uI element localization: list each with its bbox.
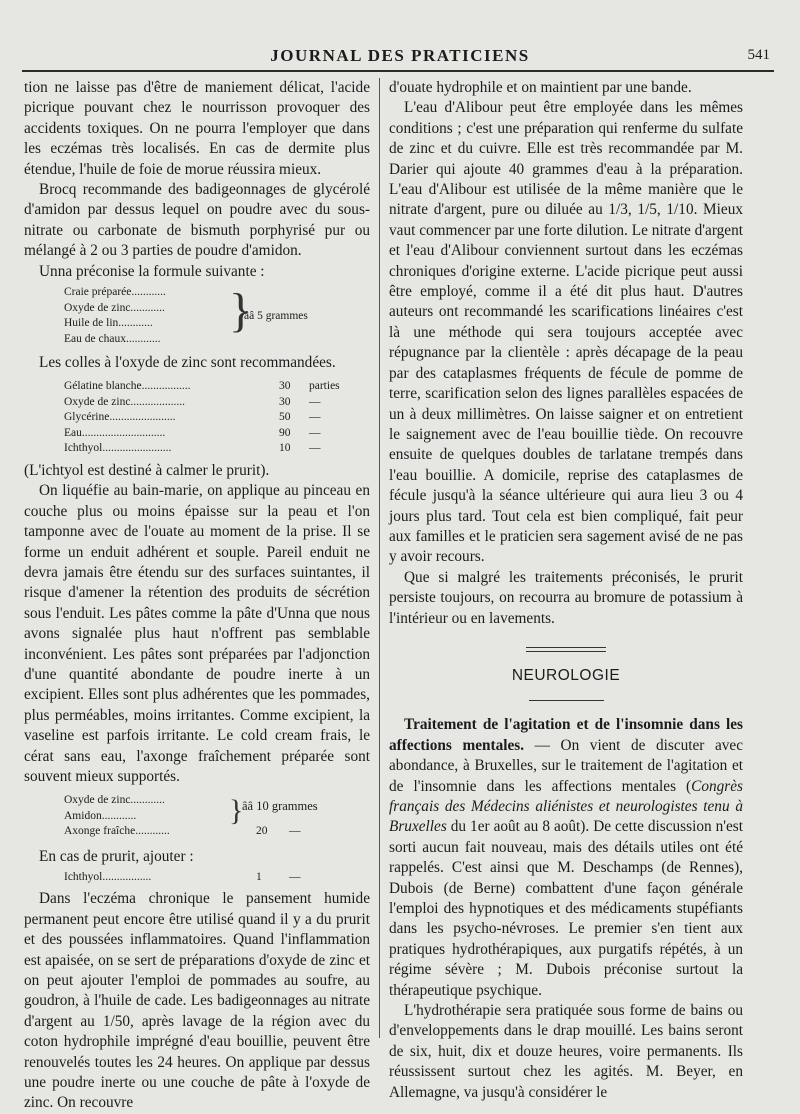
formula-unit: —: [289, 825, 301, 838]
paragraph: L'eau d'Alibour peut être employée dans les mêmes conditions ; c'est une préparation qui renferme du sulfate de zinc et du cuivre. Elle est très recommandée par M. Darier qui ajoute 40 grammes d'eau à la préparation. L'eau d'Alibour est utilisée de la même manière que le nitrate d'argent, pure ou diluée au 1/3, 1/5, 1/10. Mieux vaut commencer par une forte dilution. Le nitrate d'argent et l'eau d'Alibour conviennent surtout dans les eczémas chroniques d'origine externe. L'acide picrique peut aussi être employé, comme il a été dit plus haut. D'autres auteurs ont recommandé les scarifications linéaires c'est là une méthode qui sera toujours acceptée avec répugnance par la clientèle : après décapage de la peau par des cataplasmes fréquents de fécule de pomme de terre, scarification selon des lignes parallèles espacées de un à deux millimètres. On laisse saigner et on entretient le saignement avec de l'eau bouillie tiède. On recouvre ensuite de quelques doubles de tarlatane trempés dans l'eau bouillie. A domicile, reprise des cataplasmes de fécule jusqu'à la séance ultérieure qui aura lieu 3 ou 4 jours plus tard. Tout cela est bien compliqué, fait peur aux familles et le praticien sera sagement avisé de ne pas y avoir recours.: [389, 99, 743, 566]
formula-pate: [44, 793, 370, 843]
paragraph: Dans l'eczéma chronique le pansement humide permanent peut encore être utilisé quand il y a du prurit et des poussées inflammatoires. Quand l'inflammation est apaisée, on se sert de préparations d'oxyde de zinc et on peut ajouter l'emploi de pommades au soufre, au goudron, à l'huile de cade. Les badigeonnages au nitrate d'argent au 1/50, après lavage de la région avec du coton hydrophile imprégné d'eau bouillie, peuvent être renouvelés toutes les 24 heures. On applique par dessus une poudre inerte ou une couche de pâte à l'oxyde de zinc. On recouvre: [24, 890, 370, 1112]
formula-item: Gélatine blanche.................: [64, 380, 191, 393]
article-title: Traitement de l'agitation et de l'insomnie dans les affections mentales.: [389, 716, 743, 754]
text-run: du 1er août au 8 août). De cette discussion n'est sorti aucun fait nouveau, mais des détails utiles ont été rappelés. C'est ainsi que M. Deschamps (de Rennes), Dubois (de Berne) combattent d'une façon générale l'emploi des hypnotiques et des médicaments stupéfiants dans les psycho-névroses. Le premier s'en tient aux pratiques hydrothérapiques, aux purgatifs répétés, à un régime sévère ; M. Dubois préconise surtout la thérapeutique psychique.: [389, 818, 743, 999]
formula-colle: [44, 379, 370, 457]
formula-unit: —: [309, 442, 321, 455]
brace: }: [229, 794, 244, 828]
formula-quantity: ââ 5 grammes: [244, 310, 308, 323]
right-column: [389, 78, 743, 1103]
column-divider: [379, 78, 380, 1038]
formula-item: Ichthyol........................: [64, 442, 172, 455]
paragraph: Les colles à l'oxyde de zinc sont recommandées.: [39, 354, 336, 372]
section-separator: [526, 647, 606, 652]
formula-item: Oxyde de zinc...................: [64, 395, 186, 408]
paragraph: Que si malgré les traitements préconisés, le prurit persiste toujours, on recourra au bromure de potassium à l'intérieur ou en lavements.: [389, 568, 743, 627]
formula-qty: 30: [279, 380, 291, 393]
paragraph: d'ouate hydrophile et on maintient par une bande.: [389, 79, 692, 96]
paragraph: En cas de prurit, ajouter :: [39, 848, 194, 866]
formula-qty: 50: [279, 411, 291, 424]
formula-prurit: [44, 870, 370, 886]
formula-qty: 30: [279, 395, 291, 408]
section-heading: NEUROLOGIE: [511, 666, 621, 684]
formula-item: Oxyde de zinc............: [64, 301, 165, 314]
formula-unit: parties: [309, 380, 340, 393]
formula-unit: —: [309, 426, 321, 439]
formula-unit: —: [309, 411, 321, 424]
running-title: JOURNAL DES PRATICIENS: [270, 46, 530, 65]
paragraph: On liquéfie au bain-marie, on applique au pinceau en couche plus ou moins épaisse sur la peau et l'on tamponne avec de l'ouate au moment de la prise. Il se forme un enduit adhérent et souple. Pareil enduit ne devra jamais être étendu sur des surfaces suintantes, il risque d'amener la rétention des produits de sécrétion sous l'enduit. Les pâtes comme la pâte d'Unna que nous avons signalée plus haut n'offrent pas semblable inconvénient. Les pâtes sont préparées par l'adjonction d'une quantité abondante de poudre inerte à un excipient. Elles sont plus adhérentes que les pommades, plus perméables, moins irritantes. Comme excipient, la vaseline est parfois irritante. Le cold cream frais, le cérat sans eau, l'axonge fraîchement préparée sont souvent mieux supportés.: [24, 482, 370, 786]
formula-unna: [44, 285, 370, 349]
page-header: [30, 40, 770, 68]
formula-quantity: ââ 10 grammes: [242, 799, 318, 814]
formula-unit: —: [309, 395, 321, 408]
paragraph: (L'ichtyol est destiné à calmer le prurit).: [24, 461, 270, 479]
formula-item: Eau de chaux............: [64, 332, 161, 345]
formula-item: Amidon............: [64, 809, 137, 822]
formula-item: Oxyde de zinc............: [64, 794, 165, 807]
paragraph: Brocq recommande des badigeonnages de glycérolé d'amidon par dessus lequel on poudre avec du sous-nitrate ou carbonate de bismuth porphyrisé pur ou mélangé à 2 ou 3 parties de poudre d'amidon.: [24, 181, 370, 260]
text-run: — On vient de discuter avec abondance, à Bruxelles, sur le traitement de l'agitation et de l'insomnie dans les affections mentales (: [389, 736, 744, 795]
brace: }: [229, 284, 253, 338]
formula-item: Axonge fraîche............: [64, 825, 170, 838]
formula-qty: 20: [256, 825, 268, 838]
page-number: 541: [747, 47, 770, 63]
formula-item: Eau.............................: [64, 426, 166, 439]
italic-citation: Congrès français des Médecins aliénistes et neurologistes tenu à Bruxelles: [389, 777, 743, 836]
section-rule: [529, 700, 604, 701]
formula-qty: 1: [256, 870, 262, 883]
formula-item: Glycérine.......................: [64, 411, 176, 424]
paragraph: tion ne laisse pas d'être de maniement délicat, l'acide picrique pouvant chez le nourrisson provoquer des accidents toxiques. On ne pourra l'employer que dans les eczémas très localisés. En cas de dermite plus étendue, l'huile de foie de morue réussira mieux.: [24, 79, 370, 178]
formula-unit: —: [289, 870, 301, 883]
paragraph: L'hydrothérapie sera pratiquée sous forme de bains ou d'enveloppements dans le drap mouillé. Les bains seront de six, huit, dix et douze heures, voire permanents. Ils réussissent surtout chez les agités. M. Beyer, en Allemagne, va jusqu'à considérer le: [389, 1002, 743, 1101]
paragraph: Unna préconise la formule suivante :: [39, 262, 265, 280]
formula-item: Ichthyol.................: [64, 870, 152, 883]
article-paragraph: [389, 715, 743, 1001]
header-rule: [22, 70, 774, 72]
left-column: [24, 78, 370, 1114]
formula-item: Craie préparée............: [64, 286, 166, 299]
formula-qty: 10: [279, 442, 291, 455]
formula-item: Huile de lin............: [64, 317, 153, 330]
formula-qty: 90: [279, 426, 291, 439]
